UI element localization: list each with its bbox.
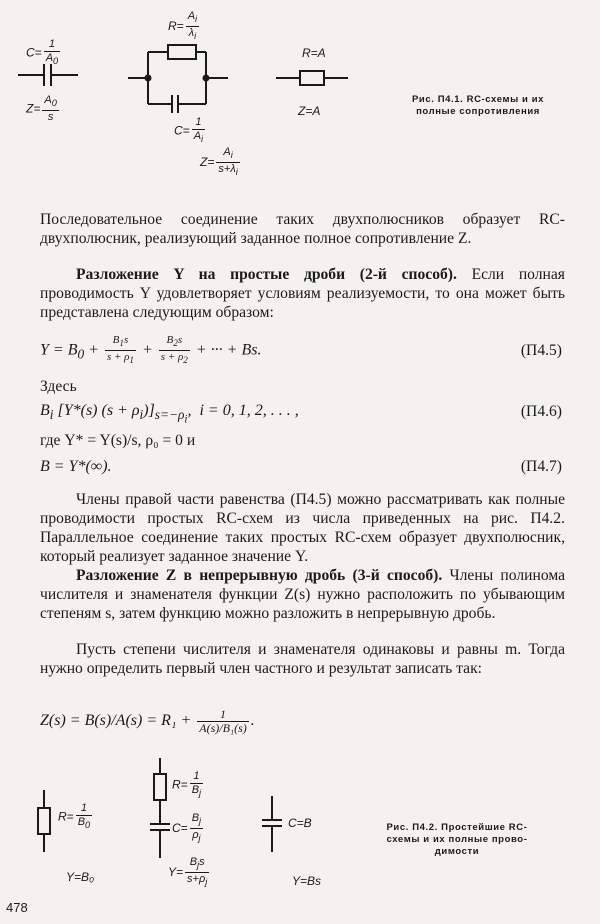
paragraph-series-connection: Последовательное соединение таких двухполюсников образует RC-двухполюсник, реализующий заданное полное сопротивление Z. bbox=[40, 211, 565, 247]
equation-number-p4-6: (П4.6) bbox=[520, 403, 562, 420]
equation-z-denominator: A(s)/B₁(s) bbox=[199, 721, 247, 735]
equation-number-p4-5: (П4.5) bbox=[520, 342, 562, 359]
equation-p4-6: $B_i$ [Y*(s) $(s + \rho_i)]_{s=-\rho_i}$, i = 0, 1, 2, . . . , bbox=[40, 402, 299, 426]
label-rj: R= $\frac{1}{B_j}$ bbox=[172, 770, 202, 799]
label-z0: Z= $\frac{A_0}{s}$ bbox=[26, 94, 57, 124]
label-yb: Y=Bs bbox=[292, 874, 322, 888]
partial-fractions-body: Если полная проводимость Y удовлетворяет условиям реализуемости, то она может быть представлена следующим образом: bbox=[40, 266, 565, 321]
label-r0: R= $\frac{1}{B_0}$ bbox=[58, 802, 91, 831]
label-where: где Y* = Y(s)/s, ρ₀ = 0 и bbox=[40, 432, 196, 449]
heading-partial-fractions: Разложение Y на простые дроби (2-й способ). bbox=[76, 266, 457, 283]
page-number: 478 bbox=[6, 900, 28, 915]
paragraph-continued-fraction bbox=[40, 566, 565, 623]
label-cj: C= $\frac{B_j}{\rho_j}$ bbox=[172, 812, 202, 844]
equation-p4-7: B = Y*(∞). bbox=[40, 458, 112, 475]
label-r: R=A bbox=[302, 46, 326, 60]
equation-z-numerator: 1 bbox=[197, 708, 249, 722]
figure2-caption-line2: схемы и их полные прово- bbox=[386, 833, 528, 845]
label-ci: C= $\frac{1}{A_i}$ bbox=[174, 116, 204, 145]
paragraph-right-side-terms bbox=[40, 490, 565, 566]
figure2-caption bbox=[362, 822, 552, 858]
label-z: Z=A bbox=[298, 104, 321, 118]
node-right bbox=[203, 75, 210, 82]
equation-z-continued: Z(s) = B(s)/A(s) = R₁ + $\frac{1}{\text{A(s)/B₁(s)}}$ . bbox=[40, 707, 255, 735]
right-side-terms-text: Члены правой части равенства (П4.5) можно рассматривать как полные проводимости простых RC-схем из числа приведенных на рис. П4.2. Параллельное соединение таких простых RC-схем образует двухполюсник, который реализует заданное значение Y. bbox=[40, 491, 565, 565]
label-here: Здесь bbox=[40, 378, 77, 395]
label-zi: Z= $\frac{A_i}{s+\lambda_i}$ bbox=[200, 146, 238, 178]
equation-number-p4-7: (П4.7) bbox=[520, 458, 562, 475]
continued-fraction-body: Члены полинома числителя и знаменателя функции Z(s) нужно расположить по убывающим степеням s, затем функцию можно разложить в непрерывную дробь. bbox=[40, 567, 566, 622]
heading-continued-fraction: Разложение Z в непрерывную дробь (3-й способ). bbox=[76, 567, 443, 584]
label-y0: Y=B₀ bbox=[66, 870, 95, 884]
equation-z-lhs: Z(s) = B(s)/A(s) = R₁ + bbox=[40, 712, 192, 730]
equal-degrees-text: Пусть степени числителя и знаменателя одинаковы и равны m. Тогда нужно определить первый член частного и результат записать так: bbox=[40, 641, 565, 677]
node-left bbox=[145, 75, 152, 82]
figure2-caption-line3: димости bbox=[434, 845, 480, 857]
label-c0: C= $\frac{1}{A_0}$ bbox=[26, 38, 59, 67]
figure2-caption-line1: Рис. П4.2. Простейшие RC- bbox=[386, 822, 528, 833]
paragraph-equal-degrees bbox=[40, 640, 565, 678]
label-yj: Y= $\frac{B_js}{s+\rho_j}$ bbox=[168, 856, 208, 888]
paragraph-partial-fractions bbox=[40, 265, 565, 322]
figure1-caption-line1: Рис. П4.1. RC-схемы и их bbox=[411, 94, 545, 105]
label-cb: C=B bbox=[288, 816, 312, 830]
figure1-caption-line2: полные сопротивления bbox=[416, 105, 540, 117]
equation-p4-5: $Y = B_0$ + $\frac{B_1s}{s + \rho_1}$ + $\frac{B_2s}{s + \rho_2}$ + ··· + Bs. bbox=[40, 334, 262, 366]
label-ri: R= $\frac{A_i}{\lambda_i}$ bbox=[168, 10, 198, 42]
figure1-caption bbox=[388, 94, 568, 118]
